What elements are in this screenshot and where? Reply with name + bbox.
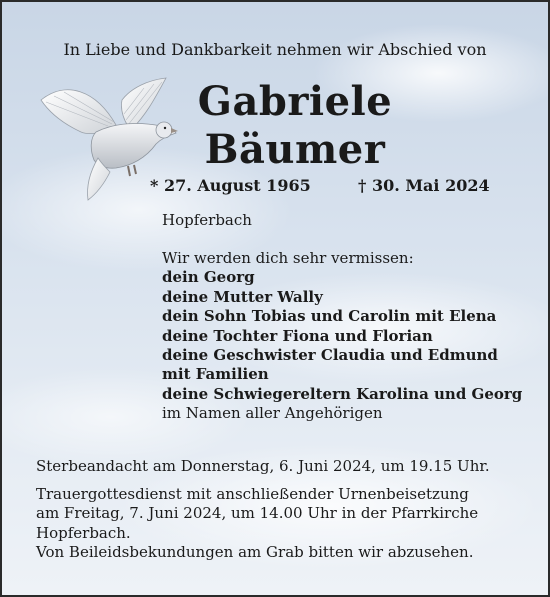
service-information <box>36 457 526 563</box>
mourners-intro: Wir werden dich sehr vermissen: <box>162 249 414 267</box>
funeral-service-text: Trauergottesdienst mit anschließender Urnenbeisetzung <box>36 484 469 503</box>
death-date: † 30. Mai 2024 <box>358 176 490 195</box>
mourner-line: deine Schwiegereltern Karolina und Georg <box>162 384 523 403</box>
place-of-residence: Hopferbach <box>162 211 252 229</box>
funeral-service-text: Hopferbach. <box>36 523 131 542</box>
funeral-service-text: am Freitag, 7. Juni 2024, um 14.00 Uhr in der Pfarrkirche <box>36 504 479 523</box>
mourner-line: deine Geschwister Claudia und Edmund <box>162 346 498 365</box>
mourners-closing: im Namen aller Angehörigen <box>162 404 383 423</box>
mourner-line: deine Tochter Fiona und Florian <box>162 326 433 345</box>
mourner-line: mit Familien <box>162 365 269 384</box>
mourner-line: deine Mutter Wally <box>162 287 323 306</box>
first-name: Gabriele <box>197 78 393 125</box>
memorial-service-text: Sterbeandacht am Donnerstag, 6. Juni 2024, um 19.15 Uhr. <box>36 457 490 475</box>
mourner-line: dein Georg <box>162 268 255 287</box>
condolence-note: Von Beileidsbekundungen am Grab bitten wir abzusehen. <box>36 543 474 562</box>
mourners-list <box>162 249 522 424</box>
last-name: Bäumer <box>204 126 386 173</box>
intro-text: In Liebe und Dankbarkeit nehmen wir Abschied von <box>63 40 487 59</box>
birth-date: * 27. August 1965 <box>150 176 311 195</box>
mourner-line: dein Sohn Tobias und Carolin mit Elena <box>162 307 497 326</box>
